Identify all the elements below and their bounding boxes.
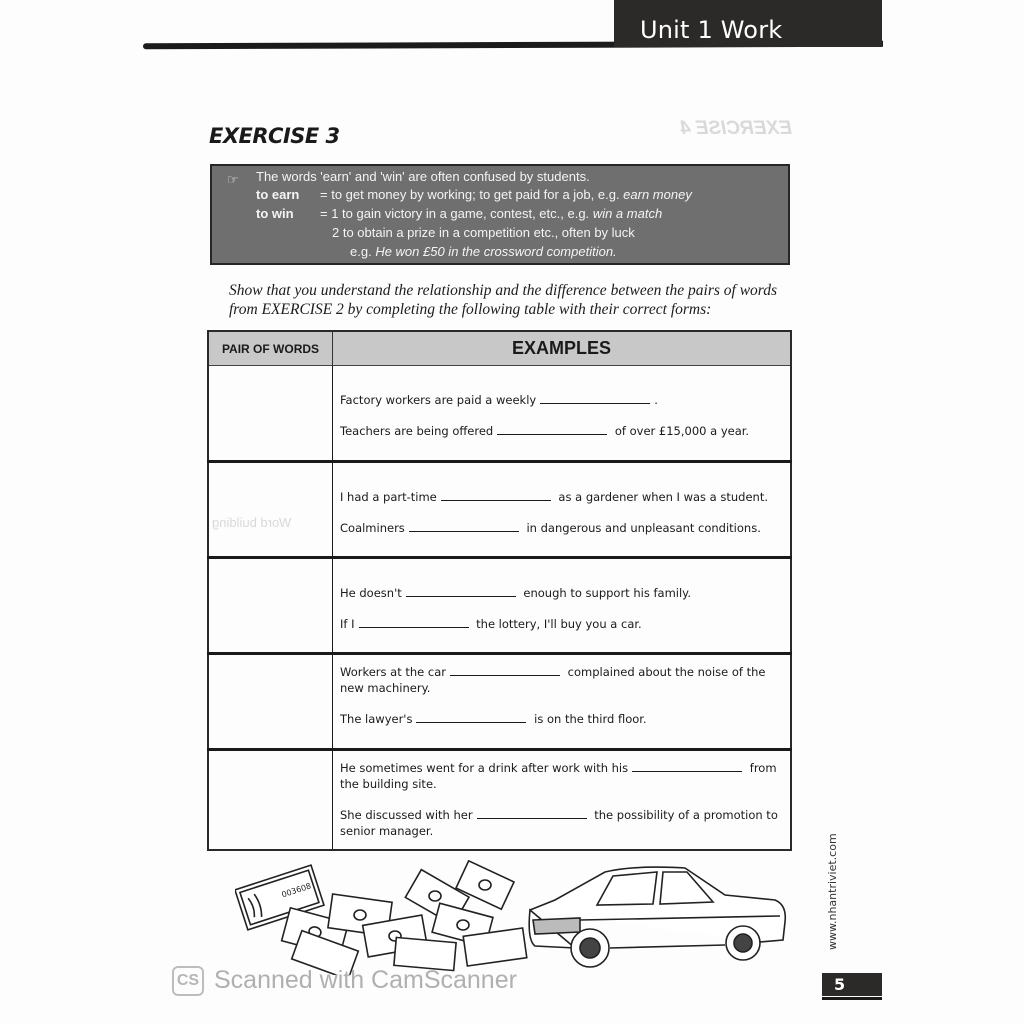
instructions: Show that you understand the relationship and the difference between the pairs of words from EXERCISE 2 by completing the following table with their correct forms: [229,282,778,318]
win-term: to win [256,206,294,221]
answer-blank[interactable] [406,587,516,597]
camscanner-logo-icon: CS [172,966,204,996]
examples-cell [333,558,792,654]
unit-tab [614,0,882,47]
car-icon [529,867,785,967]
table-row [208,462,791,558]
publisher-website: www.nhantriviet.com [826,833,839,950]
answer-blank[interactable] [540,394,650,404]
example-sentence: Workers at the car complained about the noise of the new machinery. [340,665,766,695]
answer-blank[interactable] [497,425,607,435]
win-definition-2: 2 to obtain a prize in a competition etc., often by luck [332,225,635,240]
win-example-2: e.g. He won £50 in the crossword competition. [350,244,617,259]
answer-blank[interactable] [450,666,560,676]
svg-text:003608: 003608 [280,881,313,900]
header-examples: EXAMPLES [333,331,792,366]
earn-definition: = to get money by working; to get paid for a job, e.g. earn money [320,187,692,202]
exercise-title: EXERCISE 3 [209,124,340,148]
example-sentence: Factory workers are paid a weekly . [340,393,658,407]
table-row [208,750,791,850]
pair-cell[interactable] [208,558,333,654]
banknotes-pile-icon [282,861,527,975]
example-sentence: He doesn't enough to support his family. [340,586,691,600]
note-intro: The words 'earn' and 'win' are often confused by students. [256,169,590,184]
example-sentence: He sometimes went for a drink after work with his from the building site. [340,761,777,791]
table-row [208,366,791,462]
pair-cell[interactable] [208,366,333,462]
answer-blank[interactable] [416,713,526,723]
bleed-through-title: EXERCISE 4 [680,118,792,139]
example-sentence: She discussed with her the possibility of a promotion to senior manager. [340,808,778,838]
page-number-rule [822,997,882,1000]
page-number: 5 [834,975,846,994]
page-number-tab [822,973,882,996]
examples-cell [333,462,792,558]
answer-blank[interactable] [477,809,587,819]
win-definition-1: = 1 to gain victory in a game, contest, etc., e.g. win a match [320,206,663,221]
earn-term: to earn [256,187,300,202]
table-row [208,654,791,750]
header-pair-of-words: PAIR OF WORDS [208,331,333,366]
camscanner-watermark: Scanned with CamScanner [214,966,517,994]
examples-cell [333,366,792,462]
examples-cell [333,654,792,750]
money-and-car-illustration [235,860,795,975]
note-box [210,164,790,265]
table-row [208,558,791,654]
examples-cell [333,750,792,850]
pointing-hand-icon: ☞ [227,172,239,187]
unit-label: Unit 1 Work [640,16,783,44]
answer-blank[interactable] [632,762,742,772]
bleed-through-word-building: Word building [212,515,292,530]
answer-blank[interactable] [441,491,551,501]
example-sentence: Teachers are being offered of over £15,000 a year. [340,424,750,438]
pair-cell[interactable] [208,654,333,750]
example-sentence: I had a part-time as a gardener when I was a student. [340,490,768,504]
answer-blank[interactable] [359,618,469,628]
answer-blank[interactable] [409,522,519,532]
example-sentence: The lawyer's is on the third floor. [340,712,647,726]
example-sentence: Coalminers in dangerous and unpleasant conditions. [340,521,761,535]
pair-cell[interactable] [208,462,333,558]
exercise-table [207,330,792,851]
pair-cell[interactable] [208,750,333,850]
example-sentence: If I the lottery, I'll buy you a car. [340,617,642,631]
